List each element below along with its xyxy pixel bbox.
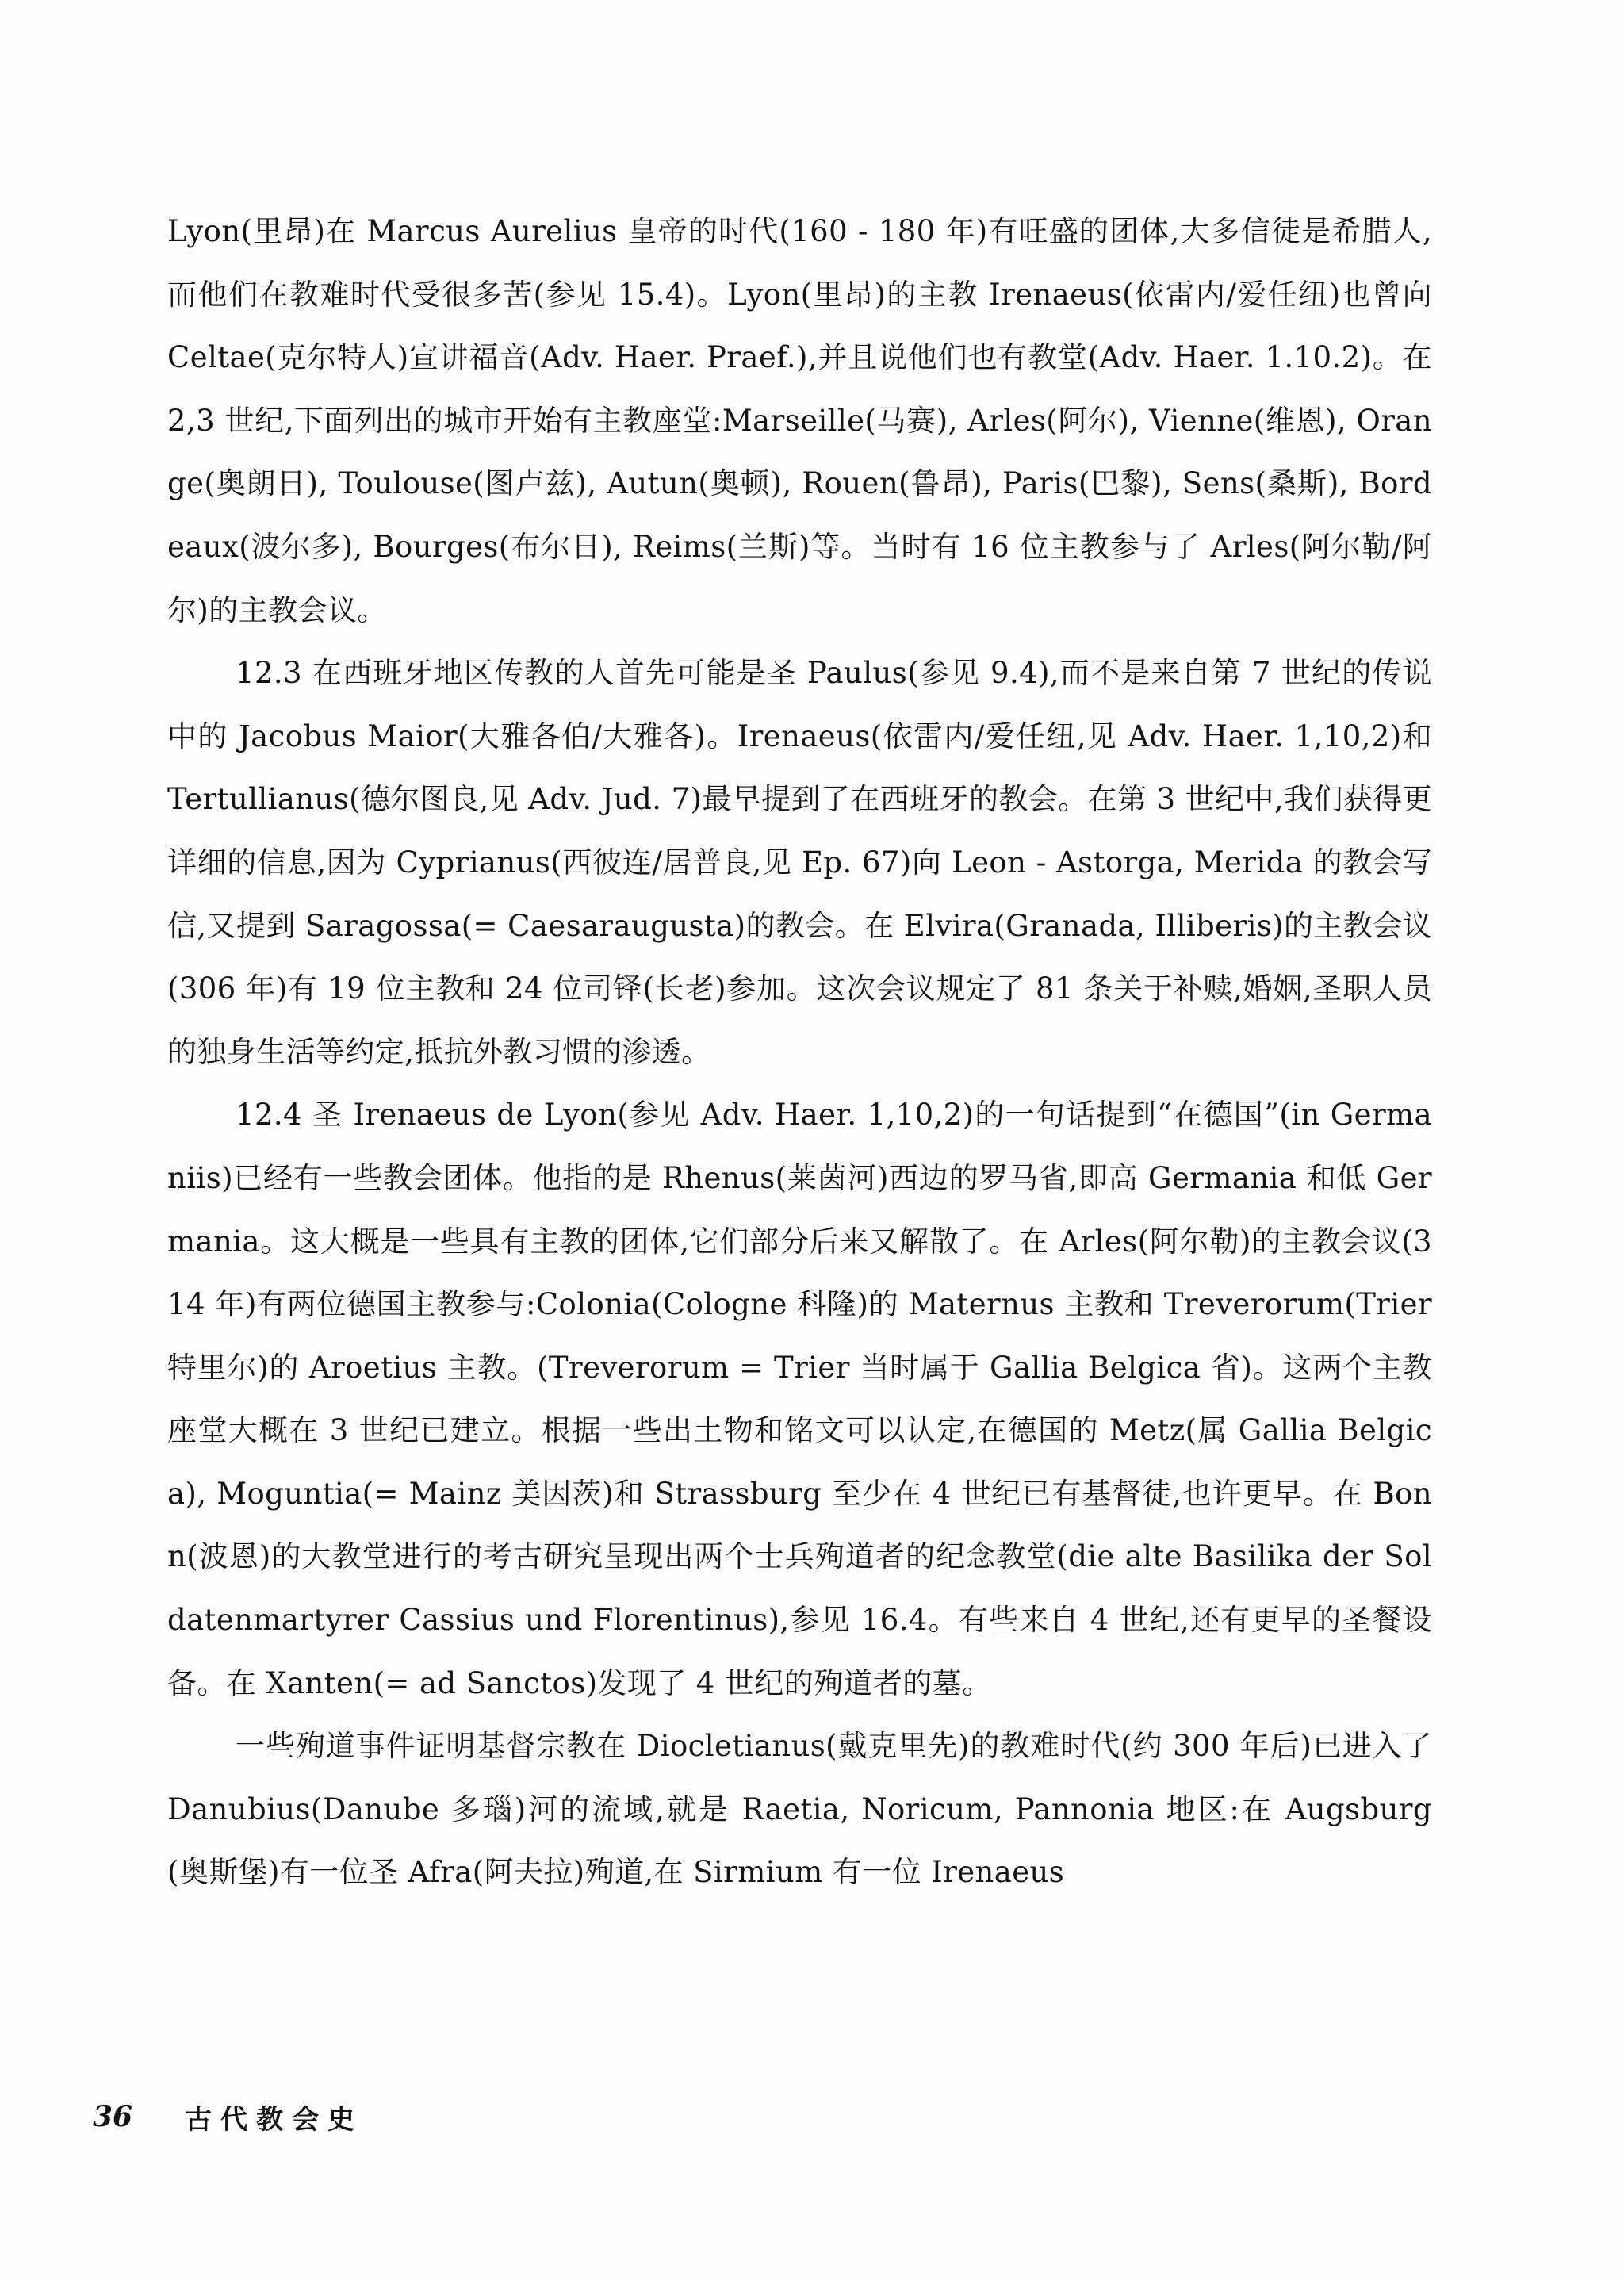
paragraph-12-3-spain: 12.3 在西班牙地区传教的人首先可能是圣 Paulus(参见 9.4),而不是来自第 7 世纪的传说中的 Jacobus Maior(大雅各伯/大雅各)。Irenaeus(依雷内/爱任纽,见 Adv. Haer. 1,10,2)和 Tertullianus(德尔图良,见 Adv. Jud. 7)最早提到了在西班牙的教会。在第 3 世纪中,我们获得更详细的信息,因为 Cyprianus(西彼连/居普良,见 Ep. 67)向 Leon - Astorga, Merida 的教会写信,又提到 Saragossa(= Caesaraugusta)的教会。在 Elvira(Granada, Illiberis)的主教会议(306 年)有 19 位主教和 24 位司铎(长老)参加。这次会议规定了 81 条关于补赎,婚姻,圣职人员的独身生活等约定,抵抗外教习惯的渗透。 [167, 656, 1432, 1069]
paragraph-danubius: 一些殉道事件证明基督宗教在 Diocletianus(戴克里先)的教难时代(约 300 年后)已进入了 Danubius(Danube 多瑙)河的流域,就是 Raetia, Noricum, Pannonia 地区:在 Augsburg(奥斯堡)有一位圣 Afra(阿夫拉)殉道,在 Sirmium 有一位 Irenaeus [167, 1729, 1432, 1890]
page-number: 36 [93, 2100, 133, 2133]
paragraph-lyon: Lyon(里昂)在 Marcus Aurelius 皇帝的时代(160 - 180 年)有旺盛的团体,大多信徒是希腊人,而他们在教难时代受很多苦(参见 15.4)。Lyon(里昂)的主教 Irenaeus(依雷内/爱任纽)也曾向 Celtae(克尔特人)宣讲福音(Adv. Haer. Praef.),并且说他们也有教堂(Adv. Haer. 1.10.2)。在 2,3 世纪,下面列出的城市开始有主教座堂:Marseille(马赛), Arles(阿尔), Vienne(维恩), Orange(奥朗日), Toulouse(图卢兹), Autun(奥顿), Rouen(鲁昂), Paris(巴黎), Sens(桑斯), Bordeaux(波尔多), Bourges(布尔日), Reims(兰斯)等。当时有 16 位主教参与了 Arles(阿尔勒/阿尔)的主教会议。 [167, 214, 1432, 627]
running-title: 古代教会史 [185, 2103, 364, 2136]
body-text [167, 200, 1432, 1904]
paragraph-12-4-germany: 12.4 圣 Irenaeus de Lyon(参见 Adv. Haer. 1,10,2)的一句话提到“在德国”(in Germaniis)已经有一些教会团体。他指的是 Rhenus(莱茵河)西边的罗马省,即高 Germania 和低 Germania。这大概是一些具有主教的团体,它们部分后来又解散了。在 Arles(阿尔勒)的主教会议(314 年)有两位德国主教参与:Colonia(Cologne 科隆)的 Maternus 主教和 Treverorum(Trier 特里尔)的 Aroetius 主教。(Treverorum = Trier 当时属于 Gallia Belgica 省)。这两个主教座堂大概在 3 世纪已建立。根据一些出土物和铭文可以认定,在德国的 Metz(属 Gallia Belgica), Moguntia(= Mainz 美因茨)和 Strassburg 至少在 4 世纪已有基督徒,也许更早。在 Bonn(波恩)的大教堂进行的考古研究呈现出两个士兵殉道者的纪念教堂(die alte Basilika der Soldatenmartyrer Cassius und Florentinus),参见 16.4。有些来自 4 世纪,还有更早的圣餐设备。在 Xanten(= ad Sanctos)发现了 4 世纪的殉道者的墓。 [167, 1098, 1432, 1700]
page-footer [93, 2097, 363, 2136]
